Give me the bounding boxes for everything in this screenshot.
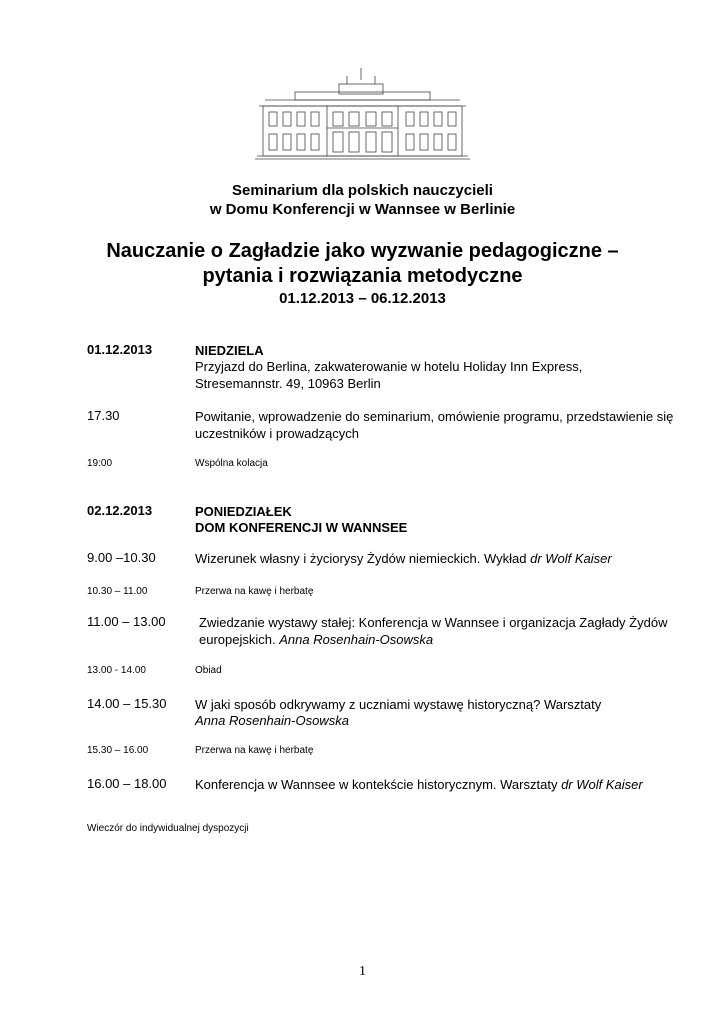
day1-arrival-line2: Stresemannstr. 49, 10963 Berlin <box>195 376 381 391</box>
day1-weekday: NIEDZIELA <box>195 343 264 358</box>
seminar-subtitle-line1: Seminarium dla polskich nauczycieli <box>232 182 493 199</box>
schedule-time: 10.30 – 11.00 <box>87 586 148 597</box>
day2-weekday: PONIEDZIAŁEK <box>195 504 292 519</box>
schedule-text-line1: Powitanie, wprowadzenie do seminarium, omówienie programu, przedstawienie się <box>195 409 674 424</box>
schedule-text-main: Wizerunek własny i życiorysy Żydów niemieckich. Wykład <box>195 551 531 566</box>
schedule-text-main: europejskich. <box>199 632 280 647</box>
day1-date: 01.12.2013 <box>87 342 153 357</box>
schedule-text-line1: W jaki sposób odkrywamy z uczniami wystawę historyczną? Warsztaty <box>195 697 602 712</box>
speaker-name: Anna Rosenhain-Osowska <box>195 713 349 728</box>
schedule-text <box>195 550 612 567</box>
seminar-subtitle-line2: w Domu Konferencji w Wannsee w Berlinie <box>209 201 516 218</box>
schedule-text: Przerwa na kawę i herbatę <box>195 586 314 597</box>
schedule-time: 11.00 – 13.00 <box>87 614 166 629</box>
speaker-name: dr Wolf Kaiser <box>530 551 612 566</box>
day1-arrival-line1: Przyjazd do Berlina, zakwaterowanie w hotelu Holiday Inn Express, <box>195 359 583 374</box>
seminar-dates: 01.12.2013 – 06.12.2013 <box>279 290 446 307</box>
schedule-time: 15.30 – 16.00 <box>87 745 149 756</box>
wannsee-house-logo <box>255 66 470 160</box>
schedule-text-line2: uczestników i prowadzących <box>195 426 360 441</box>
schedule-time: 19:00 <box>87 458 113 469</box>
schedule-text-line1: Zwiedzanie wystawy stałej: Konferencja w Wannsee i organizacja Zagłady Żydów <box>199 615 668 630</box>
schedule-text-line2 <box>199 631 433 648</box>
page-title-line1: Nauczanie o Zagładzie jako wyzwanie pedagogiczne – <box>106 240 619 262</box>
schedule-time: 17.30 <box>87 408 120 423</box>
day2-date: 02.12.2013 <box>87 503 153 518</box>
speaker-name: Anna Rosenhain-Osowska <box>279 632 434 647</box>
schedule-text-line2 <box>195 712 349 729</box>
evening-note: Wieczór do indywidualnej dyspozycji <box>87 823 249 834</box>
schedule-time: 9.00 –10.30 <box>87 550 156 565</box>
schedule-text: Przerwa na kawę i herbatę <box>195 745 314 756</box>
page-number: 1 <box>359 964 366 979</box>
schedule-text-main: Konferencja w Wannsee w kontekście historycznym. Warsztaty <box>195 777 562 792</box>
schedule-time: 13.00 - 14.00 <box>87 665 146 676</box>
day2-place: DOM KONFERENCJI W WANNSEE <box>195 520 408 535</box>
schedule-time: 16.00 – 18.00 <box>87 776 167 791</box>
page-title-line2: pytania i rozwiązania metodyczne <box>202 265 523 287</box>
speaker-name: dr Wolf Kaiser <box>561 777 643 792</box>
schedule-text: Obiad <box>195 665 222 676</box>
schedule-text <box>195 776 643 793</box>
schedule-time: 14.00 – 15.30 <box>87 696 167 711</box>
schedule-text: Wspólna kolacja <box>195 458 268 469</box>
